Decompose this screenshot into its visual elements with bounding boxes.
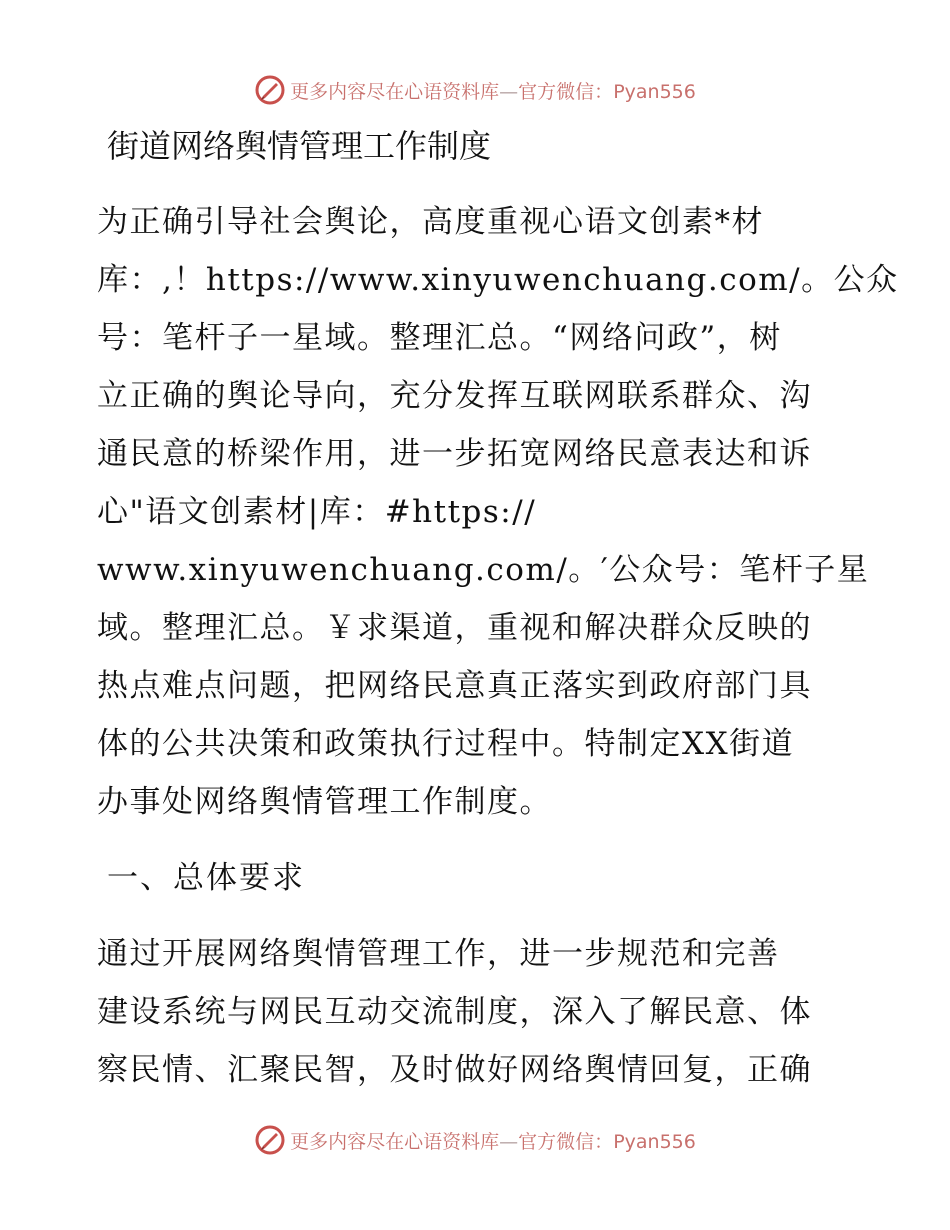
section1-paragraph — [97, 925, 857, 1099]
watermark-handle: Pyan556 — [613, 1130, 696, 1153]
pen-logo-icon — [254, 74, 286, 106]
document-title: 街道网络舆情管理工作制度 — [107, 127, 492, 165]
watermark-text — [290, 1127, 696, 1154]
text-line: 立正确的舆论导向，充分发挥互联网联系群众、沟 — [97, 378, 812, 414]
text-line: 察民情、汇聚民智，及时做好网络舆情回复，正确 — [97, 1052, 812, 1088]
pen-logo-icon — [254, 1124, 286, 1156]
watermark-official: 官方微信： — [518, 80, 614, 103]
spacer — [97, 831, 857, 849]
text-line: 通过开展网络舆情管理工作，进一步规范和完善 — [97, 936, 780, 972]
spacer — [97, 175, 857, 193]
text-line: 域。整理汇总。￥求渠道，重视和解决群众反映的 — [97, 610, 812, 646]
text-line: 办事处网络舆情管理工作制度。 — [97, 784, 552, 820]
watermark-main: 更多内容尽在心语资料库 — [290, 80, 500, 103]
text-line: 库：,！https://www.xinyuwenchuang.com/。公众 — [97, 262, 899, 298]
intro-paragraph — [97, 193, 899, 831]
watermark-banner-bottom — [0, 1120, 950, 1160]
section-heading: 一、总体要求 — [107, 860, 305, 896]
document-body — [97, 117, 899, 1099]
text-line: 体的公共决策和政策执行过程中。特制定XX街道 — [97, 726, 795, 762]
text-line: 建设系统与网民互动交流制度，深入了解民意、体 — [97, 994, 812, 1030]
spacer — [97, 907, 857, 925]
text-line: 为正确引导社会舆论，高度重视心语文创素*材 — [97, 204, 764, 240]
watermark-separator: — — [499, 1130, 519, 1153]
text-line: 心"语文创素材|库：#https:// — [97, 494, 537, 530]
text-line: 热点难点问题，把网络民意真正落实到政府部门具 — [97, 668, 812, 704]
watermark-official: 官方微信： — [518, 1130, 614, 1153]
text-line: 号：笔杆子一星域。整理汇总。“网络问政”，树 — [97, 320, 782, 356]
text-line: www.xinyuwenchuang.com/。′公众号：笔杆子星 — [97, 552, 870, 588]
watermark-separator: — — [499, 80, 519, 103]
text-line: 通民意的桥梁作用，进一步拓宽网络民意表达和诉 — [97, 436, 812, 472]
watermark-banner-top — [0, 70, 950, 110]
watermark-main: 更多内容尽在心语资料库 — [290, 1130, 500, 1153]
watermark-text — [290, 77, 696, 104]
watermark-handle: Pyan556 — [613, 80, 696, 103]
